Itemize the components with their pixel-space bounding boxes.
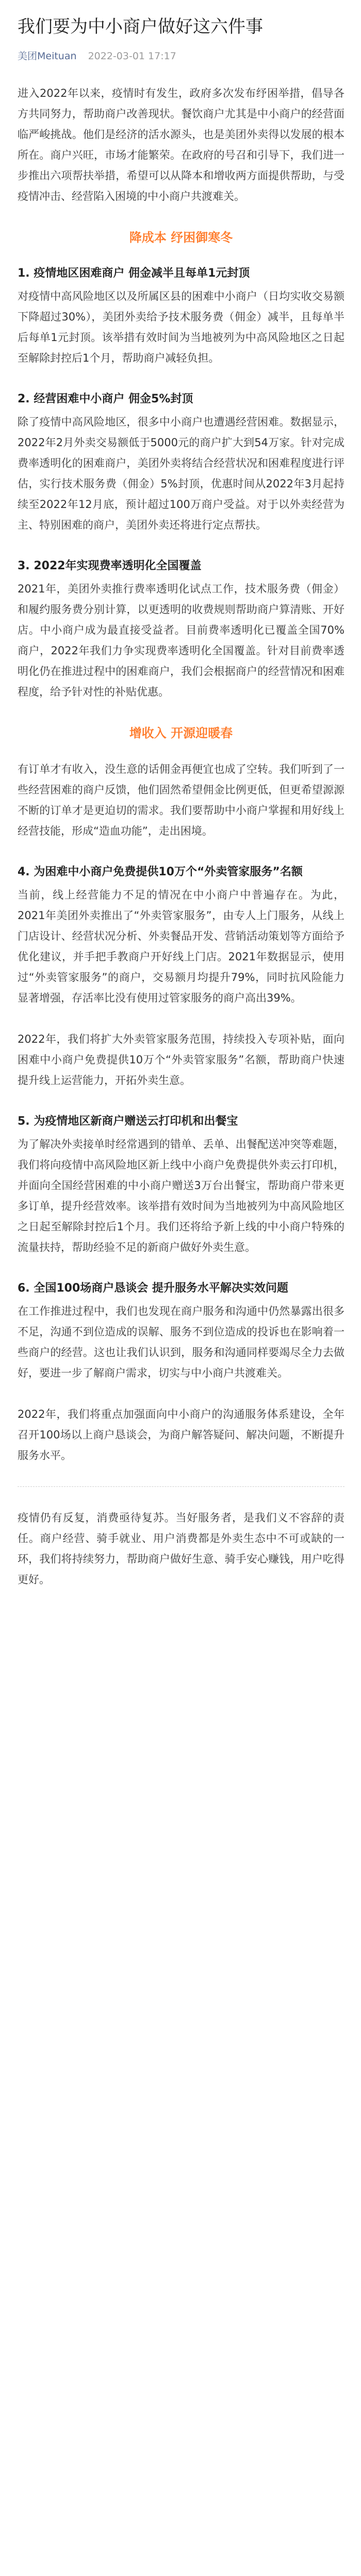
- author-link[interactable]: 美团Meituan: [18, 50, 77, 62]
- item-heading: 2. 经营困难中小商户 佣金5%封顶: [18, 393, 193, 405]
- section-banner-cost: 降成本 纾困御寒冬: [129, 230, 233, 245]
- section-divider: [18, 1486, 344, 1487]
- item-paragraph: 当前，线上经营能力不足的情况在中小商户中普遍存在。为此，2021年美团外卖推出了“外卖管家服务”，由专人上门服务，从线上门店设计、经营状况分析、外卖餐品开发、营销活动策划等方面给予优化建议，并手把手教商户开好线上门店。2021年数据显示，使用过“外卖管家服务”的商户，交易额月均提升79%，同时抗风险能力显著增强，存活率比没有使用过管家服务的商户高出39%。: [18, 889, 344, 1004]
- item-heading: 5. 为疫情地区新商户赠送云打印机和出餐宝: [18, 1115, 238, 1128]
- article-meta: [18, 48, 344, 62]
- item-paragraph: 2022年，我们将重点加强面向中小商户的沟通服务体系建设，全年召开100场以上商户恳谈会，为商户解答疑问、解决问题，不断提升服务水平。: [18, 1408, 344, 1462]
- section-lead-paragraph: 有订单才有收入，没生意的话佣金再便宜也成了空转。我们听到了一些经营困难的商户反馈，他们固然希望佣金比例更低，但更希望源源不断的订单才是更迫切的需求。我们要帮助中小商户掌握和用好线上经营技能，形成“造血功能”，走出困境。: [18, 763, 344, 837]
- item-paragraph: 除了疫情中高风险地区，很多中小商户也遭遇经营困难。数据显示，2022年2月外卖交易额低于5000元的商户扩大到54万家。针对完成费率透明化的困难商户，美团外卖将结合经营状况和困难程度进行评估，实行技术服务费（佣金）5%封顶，优惠时间从2022年3月起持续至2022年12月底，预计超过100万商户受益。对于以外卖经营为主、特别困难的商户，美团外卖还将进行定点帮扶。: [18, 416, 344, 531]
- item-heading: 6. 全国100场商户恳谈会 提升服务水平解决实效问题: [18, 1282, 288, 1295]
- item-paragraph: 为了解决外卖接单时经常遇到的错单、丢单、出餐配送冲突等难题，我们将向疫情中高风险地区新上线中小商户免费提供外卖云打印机，并面向全国经营困难的中小商户赠送3万台出餐宝，帮助商户带来更多订单，提升经营效率。该举措有效时间为当地被列为中高风险地区之日起至解除封控后1个月。我们还将给予新上线的中小商户特殊的流量扶持，帮助经验不足的新商户做好外卖生意。: [18, 1138, 344, 1253]
- publish-date: 2022-03-01 17:17: [88, 50, 176, 62]
- section-banner-income: 增收入 开源迎暖春: [129, 726, 233, 740]
- item-heading: 1. 疫情地区困难商户 佣金减半且每单1元封顶: [18, 267, 250, 280]
- closing-paragraph: 疫情仍有反复，消费亟待复苏。当好服务者，是我们义不容辞的责任。商户经营、骑手就业、用户消费都是外卖生态中不可或缺的一环，我们将持续努力，帮助商户做好生意、骑手安心赚钱，用户吃得更好。: [18, 1512, 344, 1586]
- article-title: 我们要为中小商户做好这六件事: [18, 16, 263, 37]
- item-paragraph: 2022年，我们将扩大外卖管家服务范围，持续投入专项补贴，面向困难中小商户免费提供10万个“外卖管家服务”名额，帮助商户快速提升线上运营能力，开拓外卖生意。: [18, 1033, 344, 1087]
- item-paragraph: 对疫情中高风险地区以及所属区县的困难中小商户（日均实收交易额下降超过30%），美团外卖给予技术服务费（佣金）减半，且每单半后每单1元封顶。该举措有效时间为当地被列为中高风险地区之日起至解除封控后1个月，帮助商户减轻负担。: [18, 290, 344, 364]
- intro-paragraph: 进入2022年以来，疫情时有发生，政府多次发布纾困举措，倡导各方共同努力，帮助商户改善现状。餐饮商户尤其是中小商户的经营面临严峻挑战。他们是经济的活水源头，也是美团外卖得以发展的根本所在。商户兴旺，市场才能繁荣。在政府的号召和引导下，我们进一步推出六项帮扶举措，希望可以从降本和增收两方面提供帮助，与受疫情冲击、经营陷入困境的中小商户共渡难关。: [18, 87, 344, 202]
- item-paragraph: 2021年，美团外卖推行费率透明化试点工作，技术服务费（佣金）和履约服务费分别计算，以更透明的收费规则帮助商户算清账、开好店。中小商户成为最直接受益者。目前费率透明化已覆盖全国70%商户，2022年我们力争实现费率透明化全国覆盖。针对目前费率透明化仍在推进过程中的困难商户，我们会根据商户的经营情况和困难程度，给予针对性的补贴优惠。: [18, 583, 344, 698]
- item-heading: 3. 2022年实现费率透明化全国覆盖: [18, 560, 202, 572]
- item-heading: 4. 为困难中小商户免费提供10万个“外卖管家服务”名额: [18, 866, 303, 878]
- item-paragraph: 在工作推进过程中，我们也发现在商户服务和沟通中仍然暴露出很多不足，沟通不到位造成的误解、服务不到位造成的投诉也在影响着一些商户的经营。这也让我们认识到，服务和沟通同样要竭尽全力去做好，要进一步了解商户需求，切实与中小商户共渡难关。: [18, 1305, 344, 1379]
